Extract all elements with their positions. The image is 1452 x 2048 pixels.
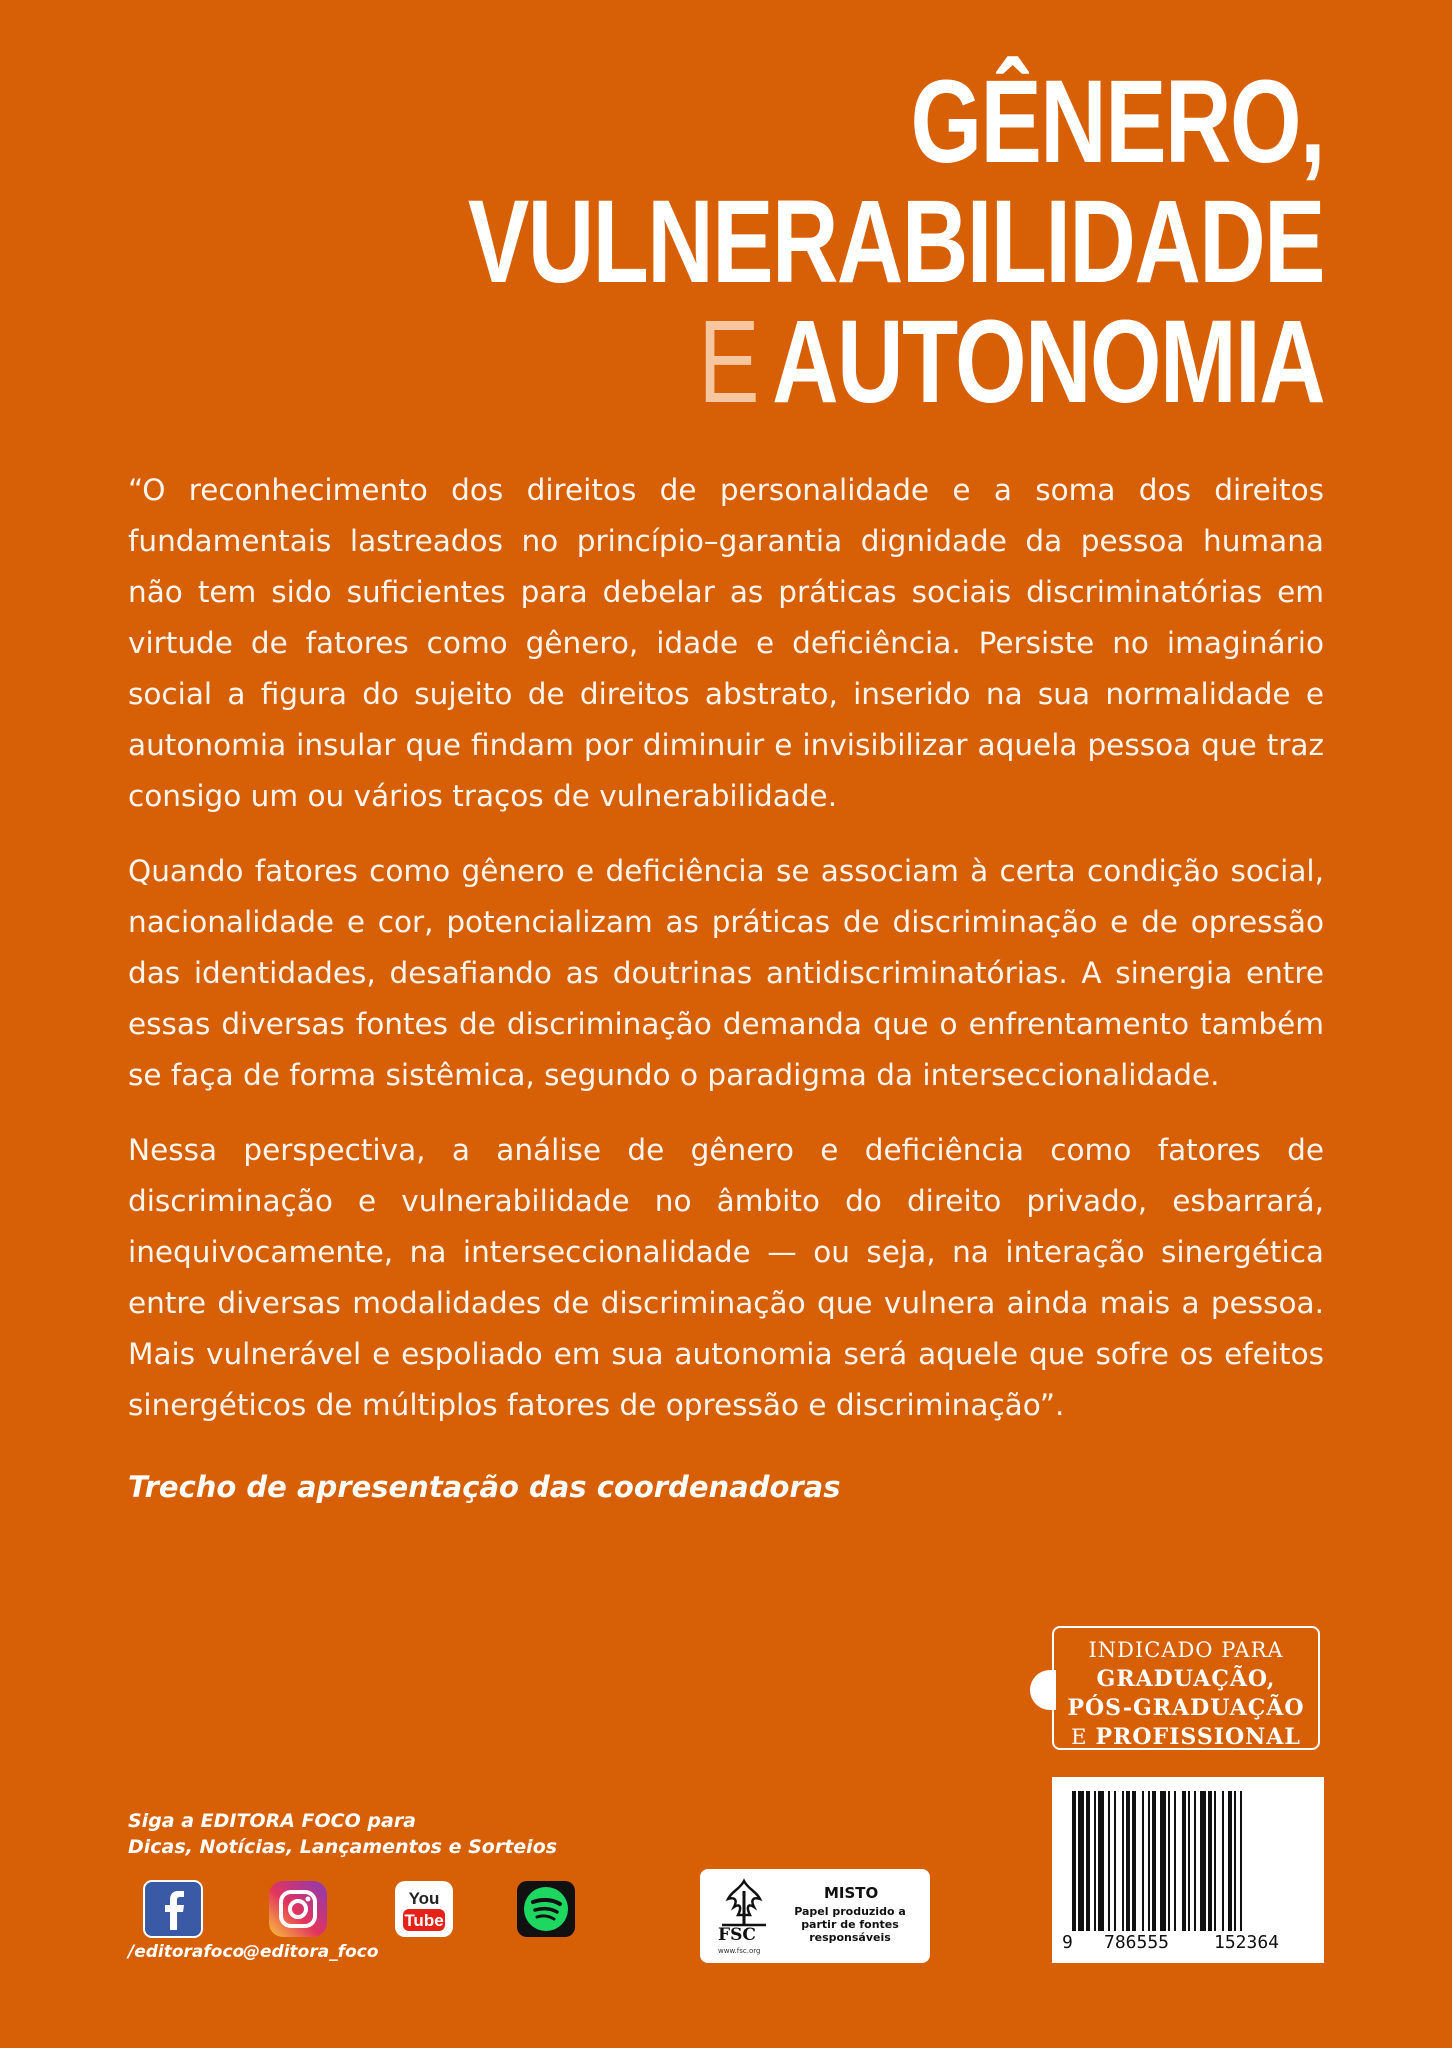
audience-profissional-line: [1054, 1723, 1318, 1752]
barcode-bar: [1222, 1791, 1224, 1931]
barcode-bar: [1194, 1791, 1196, 1931]
barcode-bar: [1168, 1791, 1170, 1931]
barcode-bar: [1160, 1791, 1166, 1931]
book-title: [224, 56, 1324, 428]
title-line-1: GÊNERO,: [910, 56, 1324, 188]
fsc-certification: [700, 1869, 930, 1963]
barcode-bar: [1086, 1791, 1090, 1931]
barcode-bar: [1098, 1791, 1104, 1931]
barcode-bar: [1108, 1791, 1110, 1931]
spotify-icon[interactable]: [516, 1880, 576, 1938]
barcode-bar: [1126, 1791, 1130, 1931]
barcode-bar: [1234, 1791, 1236, 1931]
audience-heading: INDICADO PARA: [1088, 1638, 1284, 1662]
barcode-bar: [1200, 1791, 1206, 1931]
fsc-tree-icon: [714, 1877, 774, 1929]
barcode-bar: [1174, 1791, 1176, 1931]
barcode-group-1: 786555: [1104, 1932, 1170, 1953]
barcode-bar: [1114, 1791, 1116, 1931]
barcode-group-2: 152364: [1214, 1932, 1280, 1953]
youtube-tube-text: Tube: [404, 1911, 444, 1930]
follow-text: [128, 1808, 557, 1860]
barcode-bar: [1152, 1791, 1156, 1931]
facebook-icon[interactable]: [143, 1880, 203, 1938]
audience-graduacao: GRADUAÇÃO,: [1096, 1666, 1276, 1692]
paragraph-2: Quando fatores como gênero e deficiência se associam à certa condição social, nacionalidade e cor, potencializam as práticas de discriminação e de opressão das identidades, desafiando as doutrinas antidiscriminatórias. A sinergia entre essas diversas fontes de discriminação demanda que o enfrentamento também se faça de forma sistêmica, segundo o paradigma da interseccionalidade.: [128, 854, 1324, 1092]
title-line-3: [466, 296, 1324, 428]
follow-line-2: Dicas, Notícias, Lançamentos e Sorteios: [128, 1836, 558, 1858]
barcode-digit-first: 9: [1062, 1932, 1073, 1953]
barcode-bar: [1094, 1791, 1096, 1931]
title-conjunction: E: [698, 296, 759, 428]
audience-pos-graduacao: PÓS-GRADUAÇÃO: [1067, 1695, 1305, 1721]
follow-line-1: Siga a EDITORA FOCO para: [128, 1810, 417, 1832]
barcode-bar: [1142, 1791, 1144, 1931]
barcode-bar: [1208, 1791, 1212, 1931]
isbn-barcode: [1052, 1777, 1324, 1963]
paragraph-1: “O reconhecimento dos direitos de personalidade e a soma dos direitos fundamentais lastreados no princípio–garantia dignidade da pessoa humana não tem sido suficientes para debelar as práticas sociais discriminatórias em virtude de fatores como gênero, idade e deficiência. Persiste no imaginário social a figura do sujeito de direitos abstrato, inserido na sua normalidade e autonomia insular que findam por diminuir e invisibilizar aquela pessoa que traz consigo um ou vários traços de vulnerabilidade.: [128, 473, 1324, 813]
fsc-url: www.fsc.org: [718, 1947, 761, 1955]
barcode-bar: [1214, 1791, 1216, 1931]
title-line-2: VULNERABILIDADE: [467, 176, 1324, 308]
barcode-bar: [1240, 1791, 1242, 1931]
barcode-bar: [1072, 1791, 1076, 1931]
excerpt-credit: Trecho de apresentação das coordenadoras: [128, 1470, 841, 1504]
barcode-digits: [1052, 1927, 1324, 1953]
barcode-bar: [1132, 1791, 1136, 1931]
back-cover-text: [128, 465, 1324, 1455]
barcode-bar: [1078, 1791, 1084, 1931]
instagram-icon[interactable]: [268, 1880, 328, 1938]
barcode-bar: [1188, 1791, 1190, 1931]
barcode-bar: [1182, 1791, 1186, 1931]
youtube-icon[interactable]: [394, 1880, 454, 1938]
barcode-bar: [1148, 1791, 1150, 1931]
barcode-bar: [1122, 1791, 1124, 1931]
audience-badge: [1052, 1626, 1320, 1750]
fsc-label: MISTO: [824, 1884, 879, 1902]
paragraph-3: Nessa perspectiva, a análise de gênero e deficiência como fatores de discriminação e vulnerabilidade no âmbito do direito privado, esbarrará, inequivocamente, na interseccionalidade — ou seja, na interação sinergética entre diversas modalidades de discriminação que vulnera ainda mais a pessoa. Mais vulnerável e espoliado em sua autonomia será aquele que sofre os efeitos sinergéticos de múltiplos fatores de opressão e discriminação”.: [128, 1133, 1324, 1422]
facebook-handle[interactable]: /editorafoco: [128, 1942, 245, 1962]
audience-profissional: PROFISSIONAL: [1095, 1724, 1301, 1750]
instagram-handle[interactable]: @editora_foco: [243, 1942, 379, 1962]
barcode-bar: [1228, 1791, 1232, 1931]
youtube-you-text: You: [408, 1889, 440, 1908]
title-line-3-word: AUTONOMIA: [772, 296, 1324, 428]
fsc-logo-text: FSC: [718, 1925, 756, 1945]
fsc-description: Papel produzido a partir de fontes responsáveis: [794, 1905, 906, 1944]
audience-conjunction: E: [1071, 1725, 1088, 1749]
